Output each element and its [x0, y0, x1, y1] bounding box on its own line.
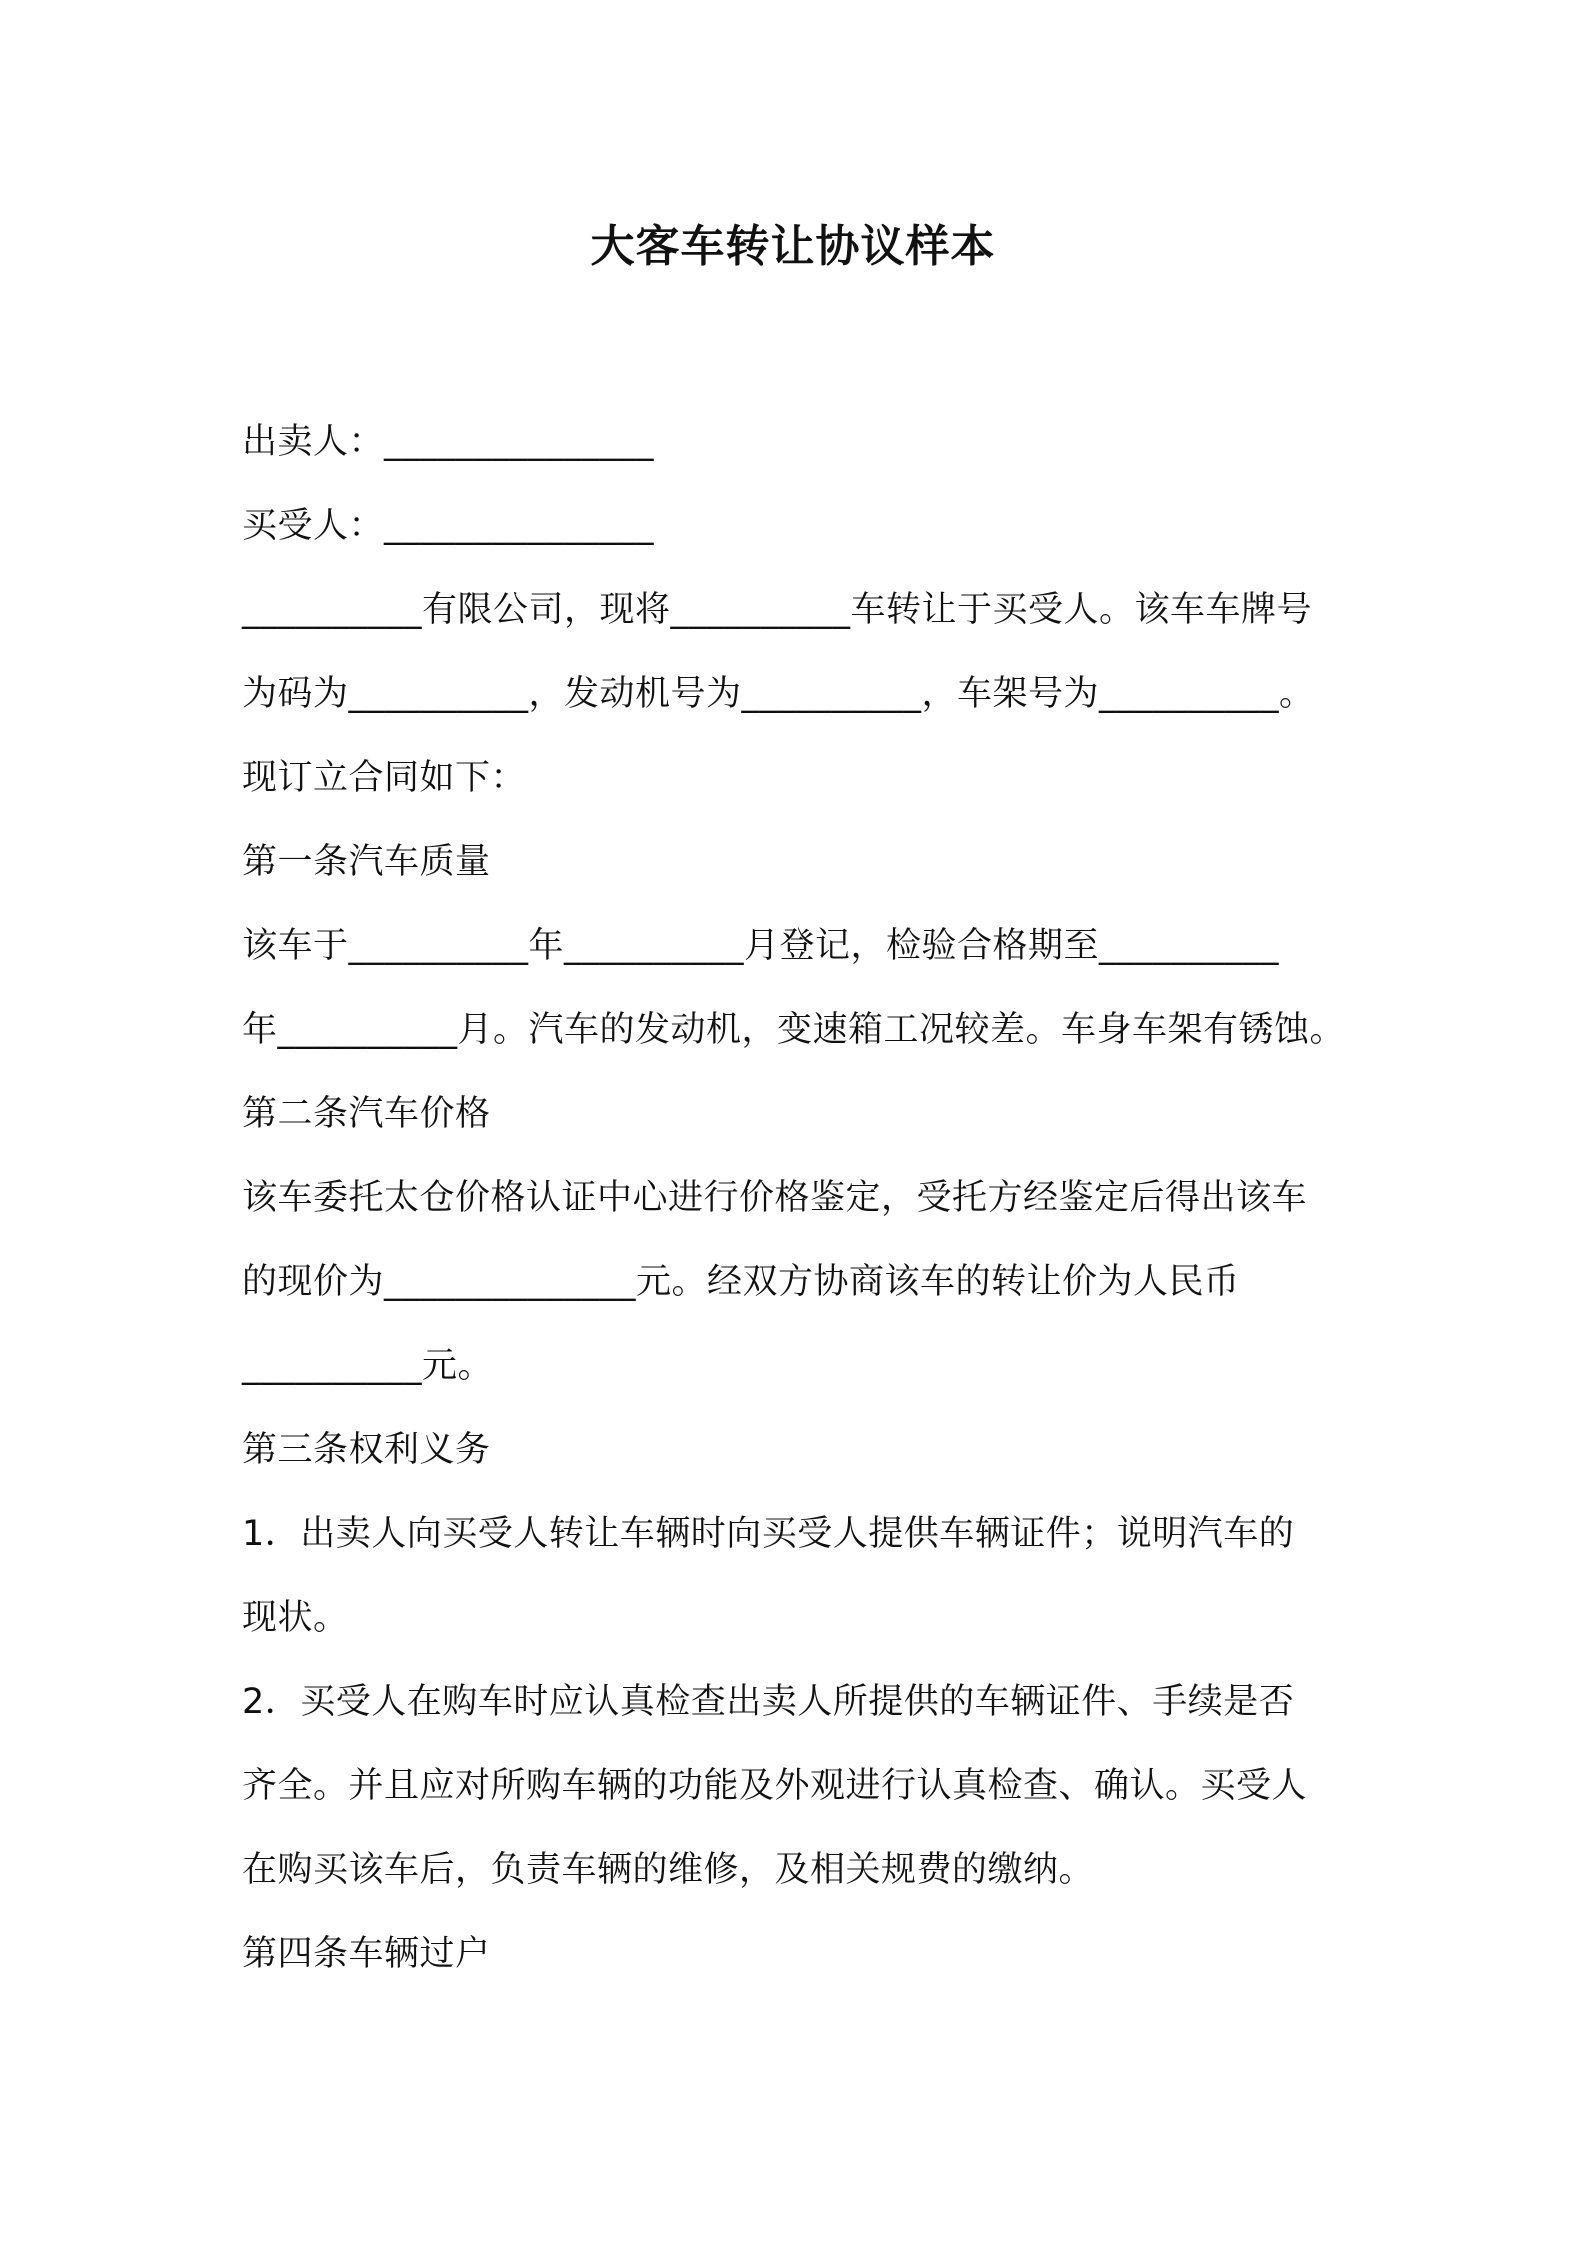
article-4-heading: 第四条车辆过户 [242, 1934, 491, 1974]
article-3-item-1-line-2: 现状。 [242, 1598, 349, 1638]
article-1-line-2: 年__________月。汽车的发动机，变速箱工况较差。车身车架有锈蚀。 [242, 1010, 1346, 1050]
document-body [242, 400, 1362, 1996]
intro-line-1: __________有限公司，现将__________车转让于买受人。该车车牌号 [242, 590, 1313, 630]
article-3-item-2-line-3: 在购买该车后，负责车辆的维修，及相关规费的缴纳。 [242, 1850, 1095, 1890]
article-1-line-1: 该车于__________年__________月登记，检验合格期至__________ [242, 926, 1280, 966]
article-2-line-1: 该车委托太仓价格认证中心进行价格鉴定，受托方经鉴定后得出该车 [242, 1178, 1308, 1218]
article-2-line-2: 的现价为______________元。经双方协商该车的转让价为人民币 [242, 1262, 1240, 1302]
seller-line: 出卖人：_______________ [242, 422, 655, 462]
article-2-line-3: __________元。 [242, 1346, 494, 1386]
article-3-heading: 第三条权利义务 [242, 1430, 491, 1470]
article-2-heading: 第二条汽车价格 [242, 1094, 491, 1134]
document-title: 大客车转让协议样本 [590, 221, 996, 272]
buyer-line: 买受人：_______________ [242, 506, 655, 546]
article-3-item-1-line-1: 1．出卖人向买受人转让车辆时向买受人提供车辆证件；说明汽车的 [242, 1514, 1295, 1554]
intro-line-2: 为码为__________，发动机号为__________，车架号为__________。 [242, 674, 1315, 714]
article-3-item-2-line-2: 齐全。并且应对所购车辆的功能及外观进行认真检查、确认。买受人 [242, 1766, 1308, 1806]
article-3-item-2-line-1: 2．买受人在购车时应认真检查出卖人所提供的车辆证件、手续是否 [242, 1682, 1295, 1722]
intro-line-3: 现订立合同如下： [242, 758, 527, 798]
article-1-heading: 第一条汽车质量 [242, 842, 491, 882]
